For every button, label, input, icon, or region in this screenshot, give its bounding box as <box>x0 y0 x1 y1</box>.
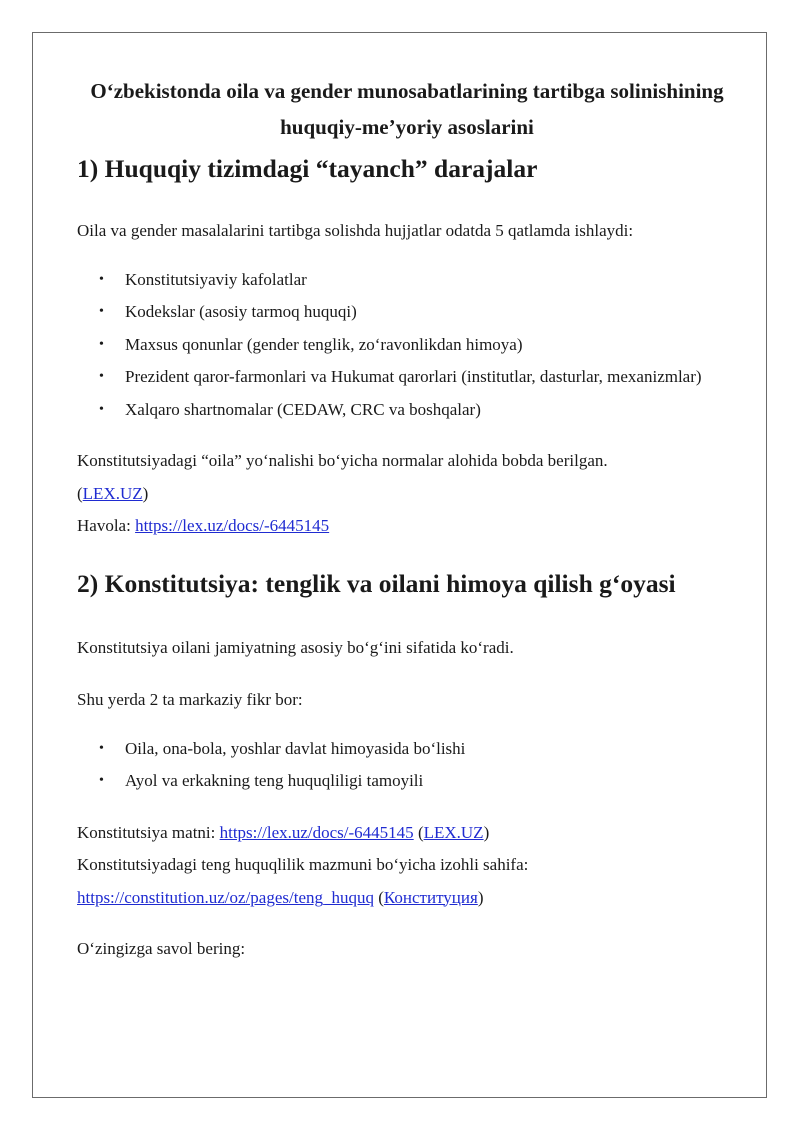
list-item-text: Prezident qaror-farmonlari va Hukumat qarorlari (institutlar, dasturlar, mexanizmlar) <box>125 367 702 386</box>
section-2-intro: Konstitutsiya oilani jamiyatning asosiy bo‘g‘ini sifatida ko‘radi. <box>77 637 514 657</box>
paren-open: ( <box>77 483 83 503</box>
section-1-heading: 1) Huquqiy tizimdagi “tayanch” darajalar <box>77 154 538 183</box>
section-2-lead: Shu yerda 2 ta markaziy fikr bor: <box>77 690 303 709</box>
constitution-source-link[interactable]: Конституция <box>383 887 478 907</box>
bullet-icon: • <box>99 336 104 352</box>
lex-uz-source-link[interactable]: LEX.UZ <box>423 822 484 842</box>
list-item-text: Kodekslar (asosiy tarmoq huquqi) <box>125 302 357 321</box>
list-item <box>77 733 737 766</box>
bullet-icon: • <box>99 401 104 417</box>
commentary-label: Konstitutsiyadagi teng huquqlilik mazmuni bo‘yicha izohli sahifa: <box>77 855 529 874</box>
bullet-icon: • <box>99 369 104 384</box>
list-item-text: Ayol va erkakning teng huquqliligi tamoyili <box>125 771 424 790</box>
constitution-text-link[interactable]: https://lex.uz/docs/-6445145 <box>219 822 414 842</box>
document-page <box>32 32 767 1098</box>
list-item-text: Konstitutsiyaviy kafolatlar <box>125 269 307 289</box>
bullet-icon: • <box>99 740 104 756</box>
paren-close: ) <box>477 887 484 907</box>
lex-uz-constitution-link[interactable]: https://lex.uz/docs/-6445145 <box>135 516 330 535</box>
link-label: Havola: <box>77 516 136 535</box>
paren-open: ( <box>413 822 424 842</box>
lex-uz-source-link[interactable]: LEX.UZ <box>82 483 143 503</box>
constitution-commentary-link[interactable]: https://constitution.uz/oz/pages/teng_huquq <box>77 887 374 907</box>
list-item-text: Oila, ona-bola, yoshlar davlat himoyasida bo‘lishi <box>125 738 466 758</box>
section-2-list <box>77 733 737 798</box>
bullet-icon: • <box>99 773 104 788</box>
list-item <box>77 765 737 798</box>
list-item <box>77 329 737 362</box>
text-label: Konstitutsiya matni: <box>77 822 220 842</box>
note-text: Konstitutsiyadagi “oila” yo‘nalishi bo‘yicha normalar alohida bobda berilgan. <box>77 451 608 470</box>
list-item <box>77 264 737 297</box>
section-1-intro: Oila va gender masalalarini tartibga solishda hujjatlar odatda 5 qatlamda ishlaydi: <box>77 221 634 240</box>
document-content <box>77 73 737 966</box>
section-1-list <box>77 264 737 427</box>
document-title: O‘zbekistonda oila va gender munosabatlarining tartibga solinishining huquqiy-me’yoriy asoslarini <box>90 79 724 139</box>
list-item <box>77 394 737 427</box>
section-1-note <box>77 445 737 543</box>
closing-prompt: O‘zingizga savol bering: <box>77 939 246 958</box>
paren-open: ( <box>374 887 384 907</box>
list-item <box>77 296 737 329</box>
bullet-icon: • <box>99 271 104 287</box>
paren-close: ) <box>142 483 149 503</box>
bullet-icon: • <box>99 304 104 319</box>
section-2-references <box>77 817 737 915</box>
list-item-text: Maxsus qonunlar (gender tenglik, zo‘ravonlikdan himoya) <box>125 334 523 354</box>
paren-close: ) <box>483 822 490 842</box>
section-2-heading: 2) Konstitutsiya: tenglik va oilani himoya qilish g‘oyasi <box>77 568 676 598</box>
list-item <box>77 361 737 394</box>
list-item-text: Xalqaro shartnomalar (CEDAW, CRC va boshqalar) <box>125 399 481 419</box>
